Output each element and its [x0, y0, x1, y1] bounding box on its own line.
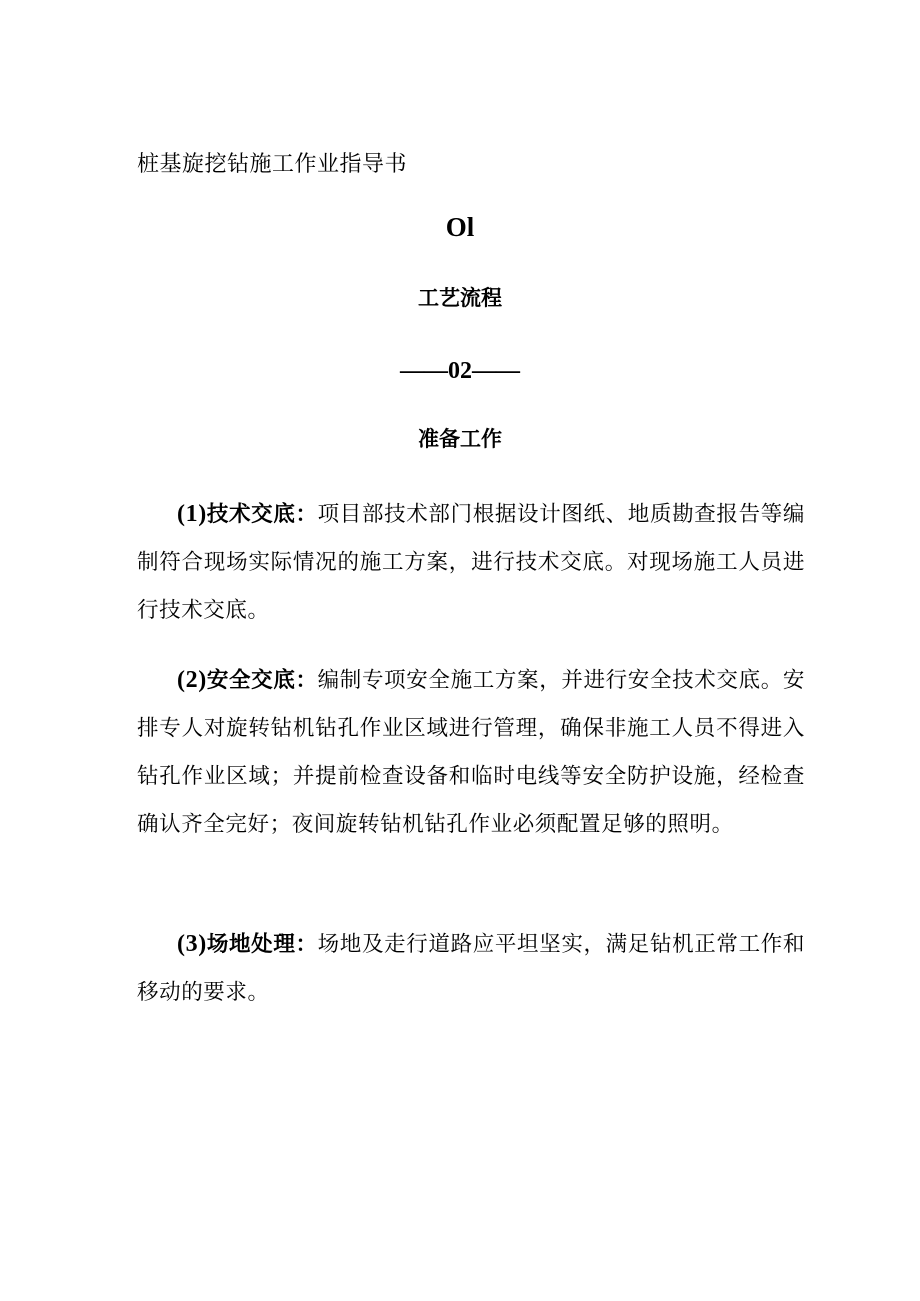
paragraph-site-preparation	[137, 920, 805, 1017]
item-text: 编制专项安全施工方案，并进行安全技术交底。安排专人对旋转钻机钻孔作业区域进行管理，确保非施工人员不得进入钻孔作业区域；并提前检查设备和临时电线等安全防护设施，经检查确认齐全完好；夜间旋转钻机钻孔作业必须配置足够的照明。	[137, 668, 805, 837]
item-lead	[177, 932, 318, 957]
item-label: 场地处理：	[206, 932, 318, 957]
item-lead	[177, 502, 318, 527]
document-title: 桩基旋挖钻施工作业指导书	[137, 152, 408, 177]
paragraph-technical-briefing	[137, 490, 805, 635]
section-number-1: Ol	[445, 212, 475, 242]
item-number: (2)	[177, 667, 207, 693]
item-number: (3)	[177, 931, 207, 957]
item-label: 技术交底：	[206, 502, 318, 527]
section-number-2: ——02——	[400, 358, 520, 384]
section-heading-1: 工艺流程	[418, 286, 502, 310]
section-heading-2: 准备工作	[418, 427, 502, 451]
item-text: 项目部技术部门根据设计图纸、地质勘查报告等编制符合现场实际情况的施工方案，进行技术交底。对现场施工人员进行技术交底。	[137, 502, 805, 623]
item-lead	[177, 668, 318, 693]
item-number: (1)	[177, 501, 207, 527]
item-label: 安全交底：	[206, 668, 318, 693]
paragraph-safety-briefing	[137, 656, 805, 849]
item-text: 场地及走行道路应平坦坚实，满足钻机正常工作和移动的要求。	[137, 932, 805, 1005]
